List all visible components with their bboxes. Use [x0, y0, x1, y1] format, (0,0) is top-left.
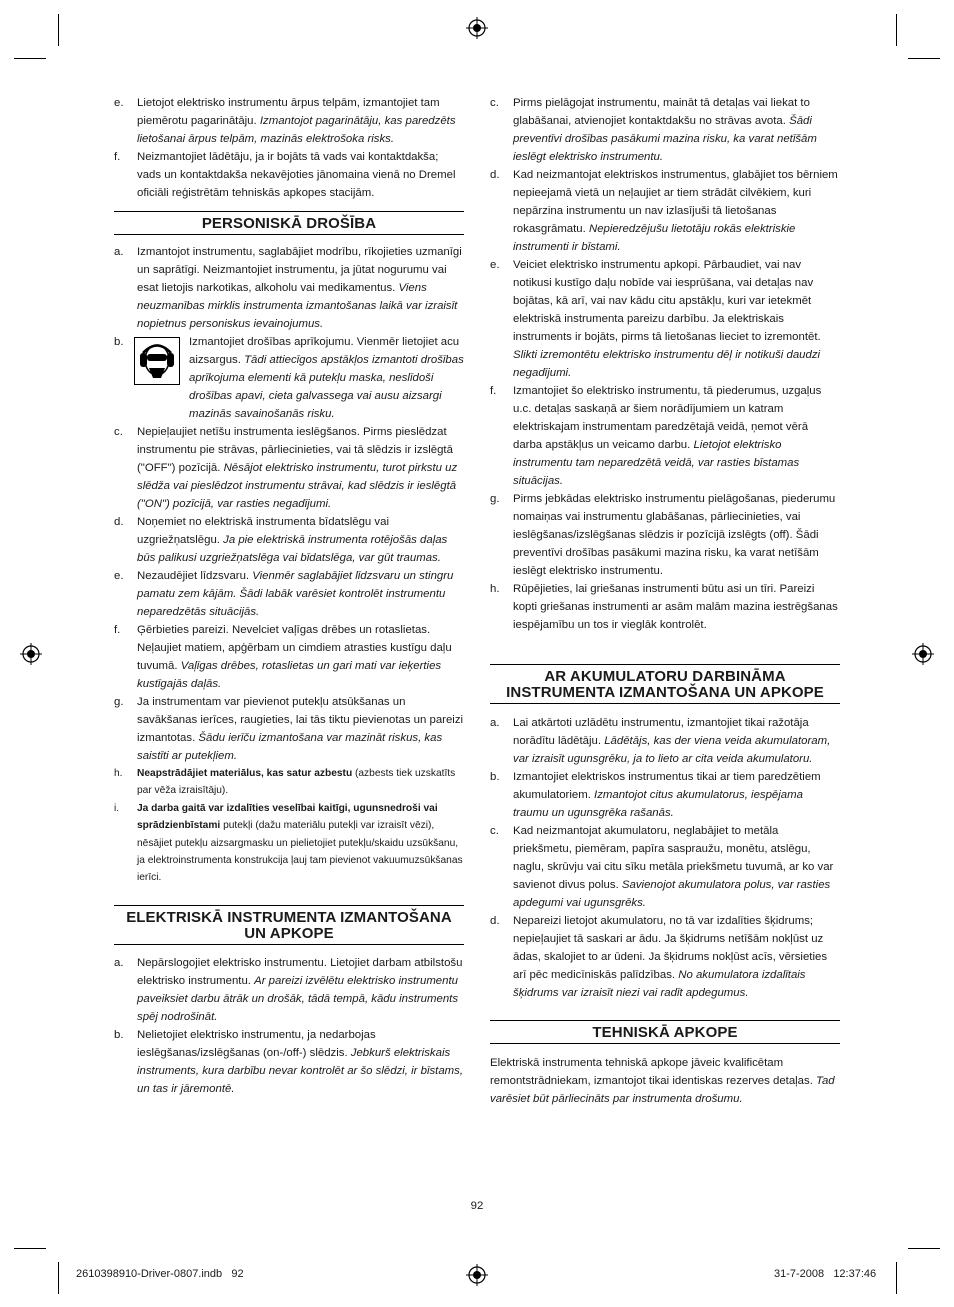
crop-mark — [14, 58, 46, 59]
page-number: 92 — [470, 1200, 484, 1212]
section-heading-electric: ELEKTRISKĀ INSTRUMENTA IZMANTOŠANA UN APKOPE — [114, 905, 464, 945]
list-item: g. Ja instrumentam var pievienot putekļu atsūkšanas un savākšanas ierīces, raugieties, lai tās tiktu pievienotas un pareizi izmantotas. Šādu ierīču izmantošana var mazināt riskus, kas saistīti ar putekļiem. — [114, 696, 464, 762]
list-item: d. Noņemiet no elektriskā instrumenta bīdatslēgu vai uzgriežņatslēgu. Ja pie elektriskā instrumenta rotējošās daļas būs palikusi uzgriežņatslēga vai bīdatslēga, var gūt traumas. — [114, 516, 448, 564]
list-item: h. Rūpējieties, lai griešanas instrumenti būtu asi un tīri. Pareizi kopti griešanas instrumenti ar asām malām mazina iestrēgšanas iespējamību un tos ir vieglāk kontrolēt. — [490, 583, 838, 631]
crop-mark — [14, 1248, 46, 1249]
list-item: c. Nepieļaujiet netīšu instrumenta ieslēgšanos. Pirms pieslēdzat instrumentu pie strāvas, pārliecinieties, vai tā slēdzis ir izslēgtā ("OFF") pozīcijā. Nēsājot elektrisko instrumentu, turot pirkstu uz slēdža vai pieslēdzot instrumentu strāvai, kad slēdzis ir ieslēgtā ("ON") pozīcijā, var rasties negadījumi. — [114, 426, 458, 510]
list-item: a. Nepārslogojiet elektrisko instrumentu. Lietojiet darbam atbilstošu elektrisko instrumentu. Ar pareizi izvēlētu elektrisko instrumentu paveiksiet darbu ātrāk un drošāk, tādā tempā, kādu instruments spēj nodrošināt. — [114, 956, 463, 1023]
list-item: b. Izmantojiet elektriskos instrumentus tikai ar tiem paredzētiem akumulatoriem. Izmantojot citus akumulatorus, iespējama traumu un ugunsgrēka rašanās. — [490, 771, 821, 819]
list-item: b. Nelietojiet elektrisko instrumentu, ja nedarbojas ieslēgšanas/izslēgšanas (on-/off-) slēdzis. Jebkurš elektriskais instruments, kura darbību nevar kontrolēt ar šo slēdzi, ir bīstams, un tas ir jāremontē. — [114, 1028, 464, 1095]
list-item: i. Ja darba gaitā var izdalīties veselībai kaitīgi, ugunsnedroši vai sprādzienbīstami putekļi (dažu materiālu putekļi var izraisīt vēzi), nēsājiet putekļu aizsargmasku un pielietojiet putekļu/skaidu uzsūkšanu, ja elektroinstrumenta konstrukcija ļauj tam pievienot vakuumuzsūkšanas ierīci. — [114, 802, 463, 884]
list-item: f. Neizmantojiet lādētāju, ja ir bojāts tā vads vai kontaktdakša; vads un kontaktdakša nekavējoties jānomaina vienā no Dremel oficiāli reģistrētām tehniskās apkopes stacijām. — [114, 151, 456, 199]
crop-mark — [896, 14, 897, 46]
list-item: d. Kad neizmantojat elektriskos instrumentus, glabājiet tos bērniem nepieejamā vietā un neļaujiet ar tiem strādāt cilvēkiem, kuri nepārzina instrumentu un nav izlasījuši tā lietošanas rokasgrāmatu. Nepieredzējušu lietotāju rokās elektriskie instrumenti ir bīstami. — [490, 169, 838, 253]
list-item: f. Ģērbieties pareizi. Nevelciet vaļīgas drēbes un rotaslietas. Neļaujiet matiem, apģērbam un cimdiem atrasties kustīgu daļu tuvumā. Vaļīgas drēbes, rotaslietas un gari mati var ieķerties kustīgajās daļās. — [114, 624, 452, 690]
section-heading-battery: AR AKUMULATORU DARBINĀMA INSTRUMENTA IZMANTOŠANA UN APKOPE — [490, 664, 840, 704]
list-item: e. Veiciet elektrisko instrumentu apkopi. Pārbaudiet, vai nav notikusi kustīgo daļu nobīde vai iesprūšana, vai detaļas nav bojātas, kā arī, vai nav kādu citu apstākļu, kuri var ietekmēt elektriskā instrumenta pareizu darbību. Ja elektriskais instruments ir bojāts, pirms tā lietošanas lieciet to izremontēt. Slikti izremontētu elektrisko instrumentu dēļ ir notikuši daudzi negadījumi. — [490, 259, 821, 379]
crop-mark — [58, 1262, 59, 1294]
safety-goggles-icon — [134, 337, 180, 385]
registration-mark-icon — [912, 643, 934, 665]
list-item: g. Pirms jebkādas elektrisko instrumentu pielāgošanas, piederumu nomaiņas vai instrumentu glabāšanas, pārliecinieties, vai ieslēgšanas/izslēgšanas slēdzis ir pozīcijā izslēgts (off). Šādi preventīvi drošības pasākumi mazina risku, ka varat netīšām ieslēgt elektrisko instrumentu. — [490, 493, 836, 577]
list-item: a. Izmantojot instrumentu, saglabājiet modrību, rīkojieties uzmanīgi un saprātīgi. Neizmantojiet instrumentu, ja jūtat nogurumu vai esat lietojis narkotikas, alkoholu vai medikamentus. Viens neuzmanības mirklis instrumenta izmantošanas laikā var izraisīt nopietnus personiskus ievainojumus. — [114, 246, 462, 330]
list-item: d. Nepareizi lietojot akumulatoru, no tā var izdalīties šķidrums; nepieļaujiet tā saskari ar ādu. Ja šķidrums netīšām nokļūst uz ādas, skalojiet to ar ūdeni. Ja šķidrums nokļūst acīs, vērsieties arī pēc medicīniskās palīdzības. No akumulatora izdalītais šķidrums var izraisīt niezi vai radīt apdegumus. — [490, 915, 828, 999]
list-item: e. Lietojot elektrisko instrumentu ārpus telpām, izmantojiet tam piemērotu pagarinātāju. Izmantojot pagarinātāju, kas paredzēts lietošanai ārpus telpām, mazinās elektrošoka risks. — [114, 97, 456, 145]
left-column — [114, 94, 464, 1098]
crop-mark — [896, 1262, 897, 1294]
crop-mark — [908, 58, 940, 59]
section-heading-personal: PERSONISKĀ DROŠĪBA — [114, 211, 464, 235]
registration-mark-icon — [20, 643, 42, 665]
list-item: c. Kad neizmantojat akumulatoru, neglabājiet to metāla priekšmetu, piemēram, papīra saspraužu, monētu, atslēgu, naglu, skrūvju vai citu sīku metāla priekšmetu tuvumā, ar ko var savienot divus polus. Savienojot akumulatora polus, var rasties apdegumi vai ugunsgrēks. — [490, 825, 834, 909]
footer-timestamp: 31-7-2008 12:37:46 — [774, 1268, 877, 1280]
crop-mark — [908, 1248, 940, 1249]
list-item: a. Lai atkārtoti uzlādētu instrumentu, izmantojiet tikai ražotāja norādītu lādētāju. Lādētājs, kas der viena veida akumulatoram, var izraisīt ugunsgrēku, ja to lieto ar cita veida akumulatoru. — [490, 717, 831, 765]
section-heading-service: TEHNISKĀ APKOPE — [490, 1020, 840, 1044]
crop-mark — [58, 14, 59, 46]
service-paragraph: Elektriskā instrumenta tehniskā apkope jāveic kvalificētam remontstrādniekam, izmantojot tikai identiskas rezerves detaļas. Tad varēsiet būt pārliecināts par instrumenta drošumu. — [490, 1057, 835, 1105]
registration-mark-icon — [466, 1264, 488, 1286]
list-item: c. Pirms pielāgojat instrumentu, maināt tā detaļas vai liekat to glabāšanai, atvienojiet kontaktdakšu no strāvas avota. Šādi preventīvi drošības pasākumi mazina risku, ka varat netīšām ieslēgt elektrisko instrumentu. — [490, 97, 817, 163]
right-column — [490, 94, 840, 1108]
list-item: e. Nezaudējiet līdzsvaru. Vienmēr saglabājiet līdzsvaru un stingru pamatu zem kājām. Šādi labāk varēsiet kontrolēt instrumentu neparedzētās situācijās. — [114, 570, 454, 618]
list-item: h. Neapstrādājiet materiālus, kas satur azbestu (azbests tiek uzskatīts par vēža izraisītāju). — [114, 768, 456, 797]
list-item: f. Izmantojiet šo elektrisko instrumentu, tā piederumus, uzgaļus u.c. detaļas saskaņā ar šiem norādījumiem un katram elektriskajam instrumentam paredzētajā veidā, ņemot vērā darba apstākļus un veicamo darbu. Lietojot elektrisko instrumentu tam neparedzētā veidā, var rasties bīstamas situācijas. — [490, 385, 822, 487]
footer-file-info: 2610398910-Driver-0807.indb 92 — [76, 1268, 244, 1280]
registration-mark-icon — [466, 17, 488, 39]
list-item: b. Izmantojiet drošības aprīkojumu. Vienmēr lietojiet acu aizsargus. Tādi attiecīgos apstākļos izmantoti drošības aprīkojuma elementi kā putekļu maska, neslīdoši drošības apavi, cieta galvassega vai ausu aizsargi mazinās savainošanās risku. — [114, 336, 464, 420]
